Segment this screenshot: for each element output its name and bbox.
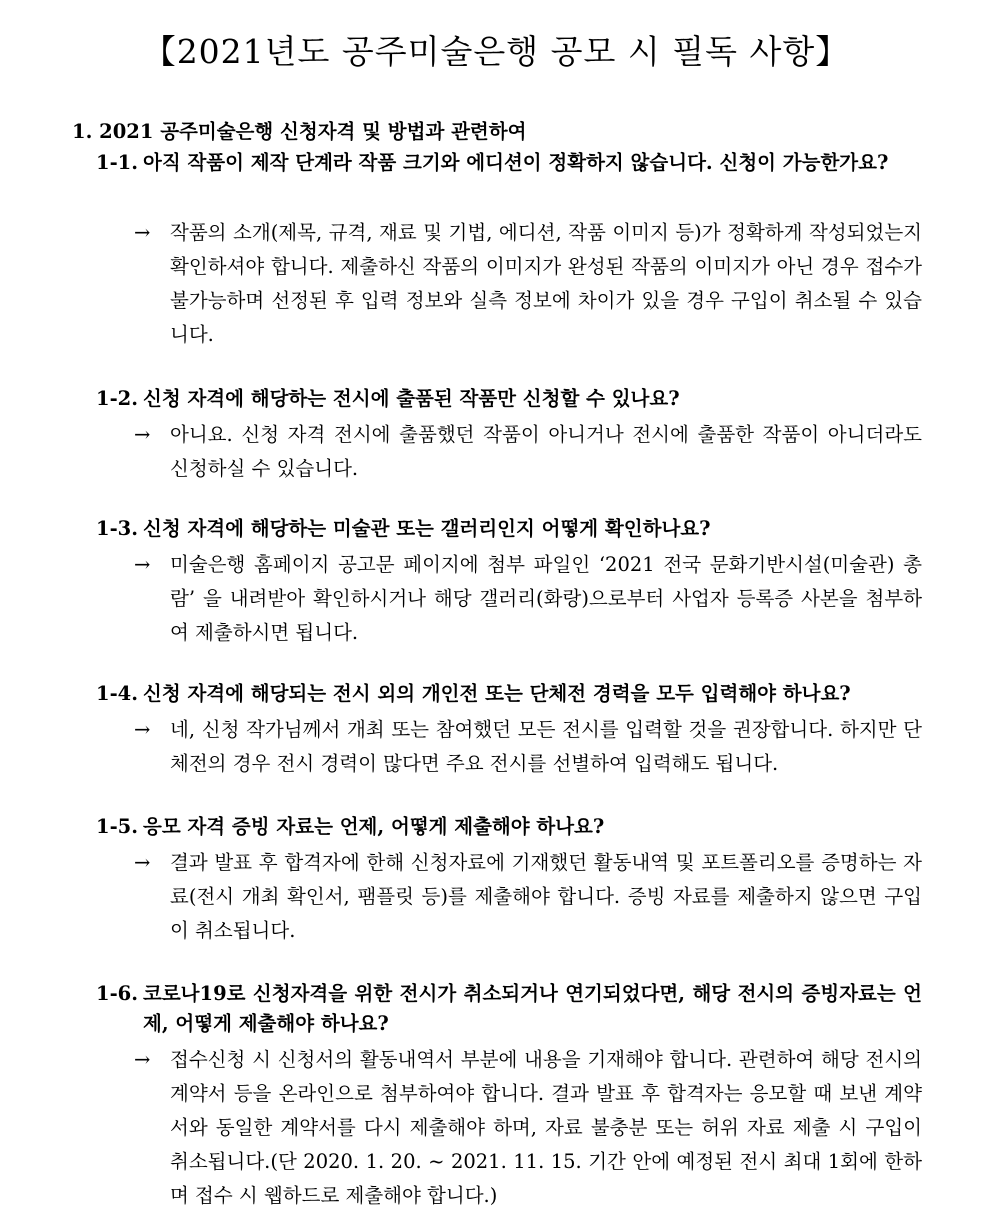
- section-heading: 1. 2021 공주미술은행 신청자격 및 방법과 관련하여: [72, 120, 527, 143]
- answer-1-2: [134, 418, 922, 486]
- question-number: 1-5.: [96, 815, 139, 838]
- answer-text: 결과 발표 후 합격자에 한해 신청자료에 기재했던 활동내역 및 포트폴리오를 증명하는 자료(전시 개최 확인서, 팸플릿 등)를 제출해야 합니다. 증빙 자료를 제출하지 않으면 구입이 취소됩니다.: [170, 851, 922, 942]
- arrow-icon: →: [134, 718, 151, 741]
- answer-text: 작품의 소개(제목, 규격, 재료 및 기법, 에디션, 작품 이미지 등)가 정확하게 작성되었는지 확인하셔야 합니다. 제출하신 작품의 이미지가 완성된 작품의 이미지가 아닌 경우 접수가 불가능하며 선정된 후 입력 정보와 실측 정보에 차이가 있을 경우 구입이 취소될 수 있습니다.: [170, 221, 922, 346]
- question-text: 신청 자격에 해당하는 전시에 출품된 작품만 신청할 수 있나요?: [143, 387, 680, 410]
- arrow-icon: →: [134, 851, 151, 874]
- arrow-icon: →: [134, 221, 151, 244]
- question-text: 신청 자격에 해당하는 미술관 또는 갤러리인지 어떻게 확인하나요?: [143, 517, 711, 540]
- answer-1-5: [134, 846, 922, 948]
- question-text: 아직 작품이 제작 단계라 작품 크기와 에디션이 정확하지 않습니다. 신청이 가능한가요?: [143, 151, 889, 174]
- answer-1-4: [134, 713, 922, 781]
- answer-1-3: [134, 548, 922, 650]
- arrow-icon: →: [134, 1048, 151, 1071]
- question-1-2: [96, 384, 922, 414]
- answer-text: 미술은행 홈페이지 공고문 페이지에 첨부 파일인 ‘2021 전국 문화기반시설(미술관) 총람’ 을 내려받아 확인하시거나 해당 갤러리(화랑)으로부터 사업자 등록증 사본을 첨부하여 제출하시면 됩니다.: [170, 553, 922, 644]
- page-title: 【2021년도 공주미술은행 공모 시 필독 사항】: [142, 32, 850, 71]
- question-number: 1-2.: [96, 387, 139, 410]
- question-1-4: [96, 679, 922, 709]
- question-1-1: [96, 148, 922, 178]
- question-1-6: [96, 979, 922, 1039]
- arrow-icon: →: [134, 553, 151, 576]
- answer-text: 접수신청 시 신청서의 활동내역서 부분에 내용을 기재해야 합니다. 관련하여 해당 전시의 계약서 등을 온라인으로 첨부하여야 합니다. 결과 발표 후 합격자는 응모할 때 보낸 계약서와 동일한 계약서를 다시 제출해야 하며, 자료 불충분 또는 허위 자료 제출 시 구입이 취소됩니다.(단 2020. 1. 20. ~ 2021. 11. 15. 기간 안에 예정된 전시 최대 1회에 한하며 접수 시 웹하드로 제출해야 합니다.): [170, 1048, 922, 1207]
- question-text: 신청 자격에 해당되는 전시 외의 개인전 또는 단체전 경력을 모두 입력해야 하나요?: [143, 682, 851, 705]
- question-text: 코로나19로 신청자격을 위한 전시가 취소되거나 연기되었다면, 해당 전시의 증빙자료는 언제, 어떻게 제출해야 하나요?: [143, 982, 922, 1035]
- question-1-3: [96, 514, 922, 544]
- question-number: 1-1.: [96, 151, 139, 174]
- arrow-icon: →: [134, 423, 151, 446]
- question-1-5: [96, 812, 922, 842]
- question-number: 1-6.: [96, 982, 139, 1005]
- answer-text: 네, 신청 작가님께서 개최 또는 참여했던 모든 전시를 입력할 것을 권장합니다. 하지만 단체전의 경우 전시 경력이 많다면 주요 전시를 선별하여 입력해도 됩니다.: [170, 718, 922, 775]
- question-number: 1-3.: [96, 517, 139, 540]
- answer-1-1: [134, 216, 922, 352]
- question-number: 1-4.: [96, 682, 139, 705]
- question-text: 응모 자격 증빙 자료는 언제, 어떻게 제출해야 하나요?: [143, 815, 605, 838]
- answer-text: 아니요. 신청 자격 전시에 출품했던 작품이 아니거나 전시에 출품한 작품이 아니더라도 신청하실 수 있습니다.: [170, 423, 922, 480]
- answer-1-6: [134, 1043, 922, 1213]
